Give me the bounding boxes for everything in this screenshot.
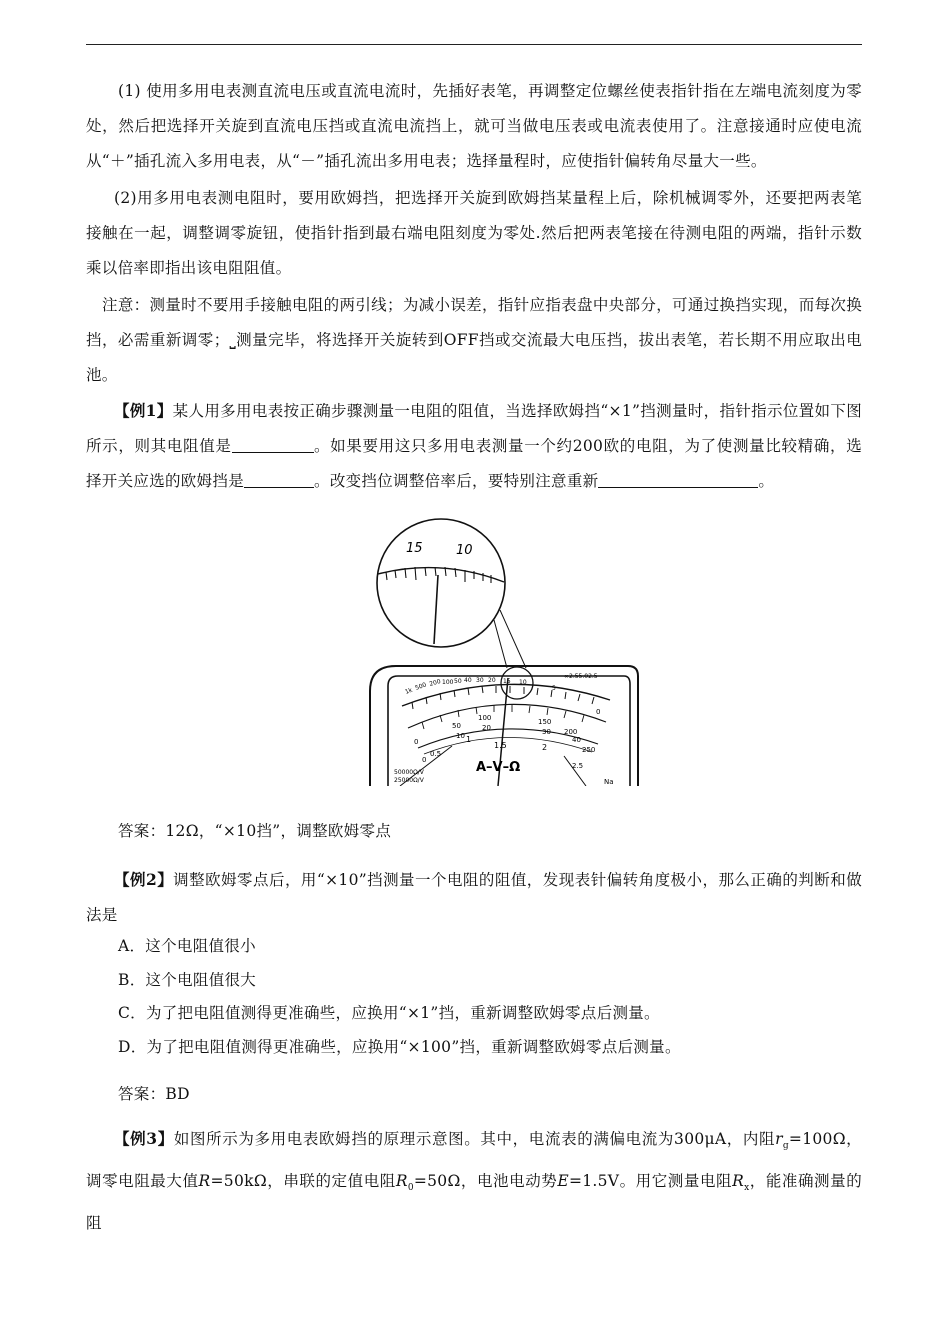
rx-symbol: R (732, 1172, 745, 1191)
example-3-tag: 【例3】 (114, 1129, 174, 1148)
multimeter-figure (366, 516, 641, 786)
mid-tick-100: 100 (478, 714, 492, 722)
r-symbol: R (198, 1172, 211, 1191)
ohm-tick-100: 100 (442, 679, 454, 686)
rg-subscript: g (782, 1141, 789, 1152)
multimeter-svg (366, 516, 641, 786)
example-2-answer: 答案：BD (118, 1085, 190, 1103)
paragraph-1: (1) 使用多用电表测直流电压或直流电流时，先插好表笔，再调整定位螺丝使表指针指在左端电流刻度为零处，然后把选择开关旋到直流电压挡或直流电流挡上，就可当做电压表或电流表使用了。注意接通时应使电流从“＋”插孔流入多用电表，从“－”插孔流出多用电表；选择量程时，应使指针偏转角尽量大一些。 (86, 82, 862, 170)
mid-tick-150: 150 (538, 718, 552, 726)
e-symbol: E (557, 1172, 569, 1191)
mid-tick-250: 250 (582, 746, 596, 754)
mid-tick-50: 50 (452, 722, 461, 730)
example-3-line1: 如图所示为多用电表欧姆挡的原理示意图。其中，电流表的满偏电流为300μA，内阻 (173, 1130, 776, 1148)
ohm-tick-40: 40 (464, 677, 472, 684)
ohm-tick-500: 500 (414, 681, 428, 692)
answer-blank-2[interactable] (244, 471, 314, 488)
answer-blank-3[interactable] (598, 471, 758, 488)
ohm-tick-5: 5 (552, 685, 556, 692)
mid-tick-20: 20 (482, 724, 491, 732)
ohm-tick-50: 50 (454, 678, 462, 685)
example-2-tag: 【例2】 (114, 870, 174, 889)
rx-subscript: x (744, 1183, 750, 1194)
example-3-line2d: =1.5V。用它测量电阻 (568, 1172, 733, 1191)
mid-tick-10: 10 (456, 732, 465, 740)
zoom-connector-left (494, 620, 507, 668)
rg-symbol: r (775, 1130, 783, 1148)
example-1-part1: 某人用多用电表按正确步骤测量一电阻的阻值，当选择欧姆挡“×1”挡测量时，指针指示位置如下图所示，则其电阻值是 (86, 402, 862, 455)
low-tick-1: 1 (466, 735, 472, 744)
r0-subscript: 0 (407, 1183, 414, 1194)
example-1-part4: 。 (758, 472, 775, 490)
paragraph-2: (2)用多用电表测电阻时，要用欧姆挡，把选择开关旋到欧姆挡某量程上后，除机械调零外，还要把两表笔接触在一起，调整调零旋钮，使指针指到最右端电阻刻度为零处.然后把两表笔接在待测电阻的两端，指针示数乘以倍率即指出该电阻阻值。 (86, 189, 862, 277)
ohm-tick-1k: 1k (404, 686, 414, 696)
low-tick-1-5: 1.5 (494, 741, 507, 750)
example-3-line2e: ，能准确测量的阻 (86, 1172, 863, 1233)
zoom-connector-right (500, 610, 526, 668)
ohm-tick-30: 30 (476, 677, 484, 684)
low-tick-2-5: 2.5 (572, 762, 584, 770)
zoom-circle (377, 519, 505, 647)
option-a: A．这个电阻值很小 (118, 937, 256, 955)
r0-symbol: R (395, 1172, 408, 1191)
mid-tick-0: 0 (414, 738, 419, 746)
range-text: ∞2.55.02.5 (564, 673, 598, 680)
low-tick-2: 2 (542, 743, 548, 752)
example-1-part2: 。如果要用这只多用电表测量一个约200欧的电阻，为了使测量比较精确，选择开关应选的欧姆挡是 (86, 437, 863, 490)
zoom-label-15: 15 (406, 541, 423, 556)
rg-value: =100Ω， (788, 1130, 862, 1148)
example-1-answer: 答案：12Ω，“×10挡”，调整欧姆零点 (118, 822, 392, 840)
corner-mark: Na (604, 778, 614, 786)
ohm-tick-200: 200 (428, 678, 442, 688)
mid-tick-200: 200 (564, 728, 578, 736)
example-3-line2c: =50Ω，电池电动势 (413, 1172, 558, 1191)
example-1-part3: 。改变挡位调整倍率后，要特别注意重新 (314, 472, 599, 490)
low-tick-0: 0 (422, 756, 427, 764)
example-1 (86, 393, 862, 499)
paragraph-3-note: 注意：测量时不要用手接触电阻的两引线；为减小误差，指针应指表盘中央部分，可通过换挡实现，而每次换挡，必需重新调零；⎵测量完毕，将选择开关旋转到OFF挡或交流最大电压挡，拔出表笔，若长期不用应取出电池。 (86, 296, 862, 384)
option-b: B．这个电阻值很大 (118, 971, 257, 989)
header-rule (86, 44, 862, 45)
answer-blank-1[interactable] (232, 436, 314, 453)
mid-tick-40: 40 (572, 736, 581, 744)
example-1-tag: 【例1】 (114, 401, 173, 420)
zoom-label-10: 10 (456, 543, 473, 558)
ohm-tick-15: 15 (503, 678, 511, 685)
example-3 (86, 1121, 862, 1241)
example-2 (86, 862, 862, 933)
sensitivity-2: 25000Ω/V (394, 777, 424, 784)
mid-tick-30: 30 (542, 728, 551, 736)
meter-body (370, 666, 638, 786)
low-tick-0-5: 0.5 (430, 750, 442, 758)
meter-brand: A–V–Ω (476, 760, 521, 775)
ohm-tick-0: 0 (596, 708, 601, 716)
ohm-tick-10: 10 (519, 679, 527, 686)
example-2-stem: 调整欧姆零点后，用“×10”挡测量一个电阻的阻值，发现表针偏转角度极小，那么正确的判断和做法是 (86, 871, 862, 924)
example-3-line2b: =50kΩ，串联的定值电阻 (210, 1172, 396, 1191)
option-c: C．为了把电阻值测得更准确些，应换用“×1”挡，重新调整欧姆零点后测量。 (118, 1004, 660, 1022)
example-3-line2a: 调零电阻最大值 (86, 1172, 199, 1191)
ohm-tick-20: 20 (488, 677, 496, 684)
sensitivity-1: 50000Ω/V (394, 769, 424, 776)
option-d: D．为了把电阻值测得更准确些，应换用“×100”挡，重新调整欧姆零点后测量。 (118, 1038, 681, 1056)
